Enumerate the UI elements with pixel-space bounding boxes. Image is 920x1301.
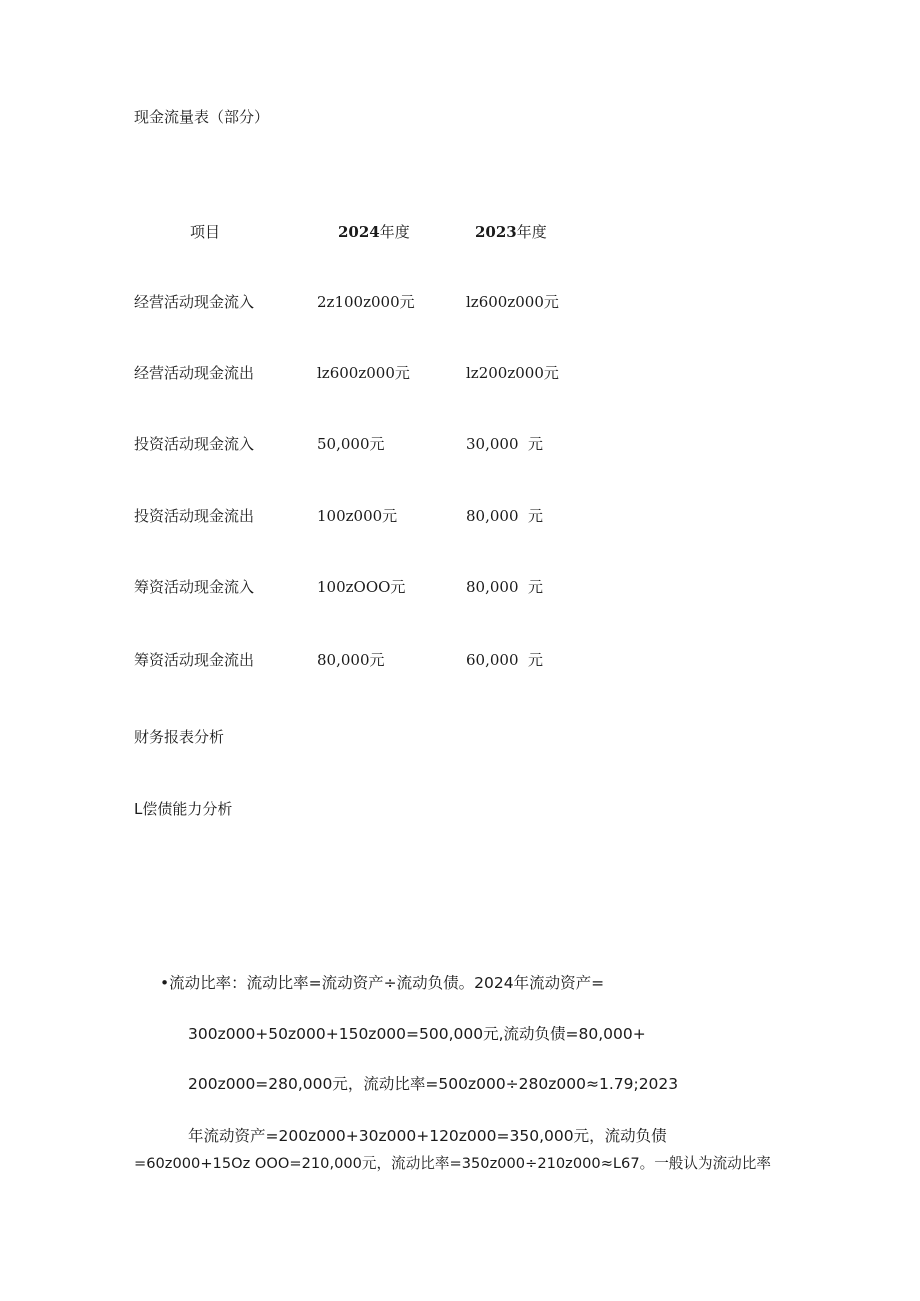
solvency-subheading: L偿债能力分析 [134, 800, 233, 818]
row-value-2024: 80,000元 [317, 651, 385, 669]
paragraph-line: •流动比率：流动比率=流动资产÷流动负债。2024年流动资产= [160, 974, 605, 992]
header-2023-year: 2023 [475, 223, 517, 241]
row-value-2023: 60,000 元 [466, 651, 544, 669]
paragraph-line: 年流动资产=200z000+30z000+120z000=350,000元，流动负债 [188, 1127, 667, 1145]
row-value-2024: 2z100z000元 [317, 293, 415, 311]
row-value-2024: 50,000元 [317, 435, 385, 453]
section-title: 现金流量表（部分） [134, 108, 270, 126]
header-2023 [475, 225, 547, 240]
row-value-2023: lz600z000元 [466, 293, 559, 311]
header-2023-suffix: 年度 [516, 223, 547, 241]
row-value-2024: 100zOOO元 [317, 578, 406, 596]
row-label: 筹资活动现金流入 [134, 578, 255, 596]
header-item: 项目 [190, 223, 221, 241]
row-label: 投资活动现金流出 [134, 507, 255, 525]
row-label: 经营活动现金流入 [134, 293, 255, 311]
paragraph-line: 200z000=280,000元，流动比率=500z000÷280z000≈1.79;2023 [188, 1075, 679, 1093]
header-2024 [338, 225, 410, 240]
row-value-2023: 80,000 元 [466, 507, 544, 525]
row-value-2023: lz200z000元 [466, 364, 559, 382]
header-2024-year: 2024 [338, 223, 380, 241]
analysis-heading: 财务报表分析 [134, 728, 225, 746]
row-value-2024: 100z000元 [317, 507, 398, 525]
header-2024-suffix: 年度 [379, 223, 410, 241]
paragraph-line: =60z000+15Oz OOO=210,000元，流动比率=350z000÷210z000≈L67。一般认为流动比率 [134, 1155, 771, 1172]
row-label: 筹资活动现金流出 [134, 651, 255, 669]
paragraph-line: 300z000+50z000+150z000=500,000元,流动负债=80,000+ [188, 1025, 646, 1043]
row-value-2024: lz600z000元 [317, 364, 410, 382]
row-value-2023: 80,000 元 [466, 578, 544, 596]
row-label: 投资活动现金流入 [134, 435, 255, 453]
row-value-2023: 30,000 元 [466, 435, 544, 453]
row-label: 经营活动现金流出 [134, 364, 255, 382]
